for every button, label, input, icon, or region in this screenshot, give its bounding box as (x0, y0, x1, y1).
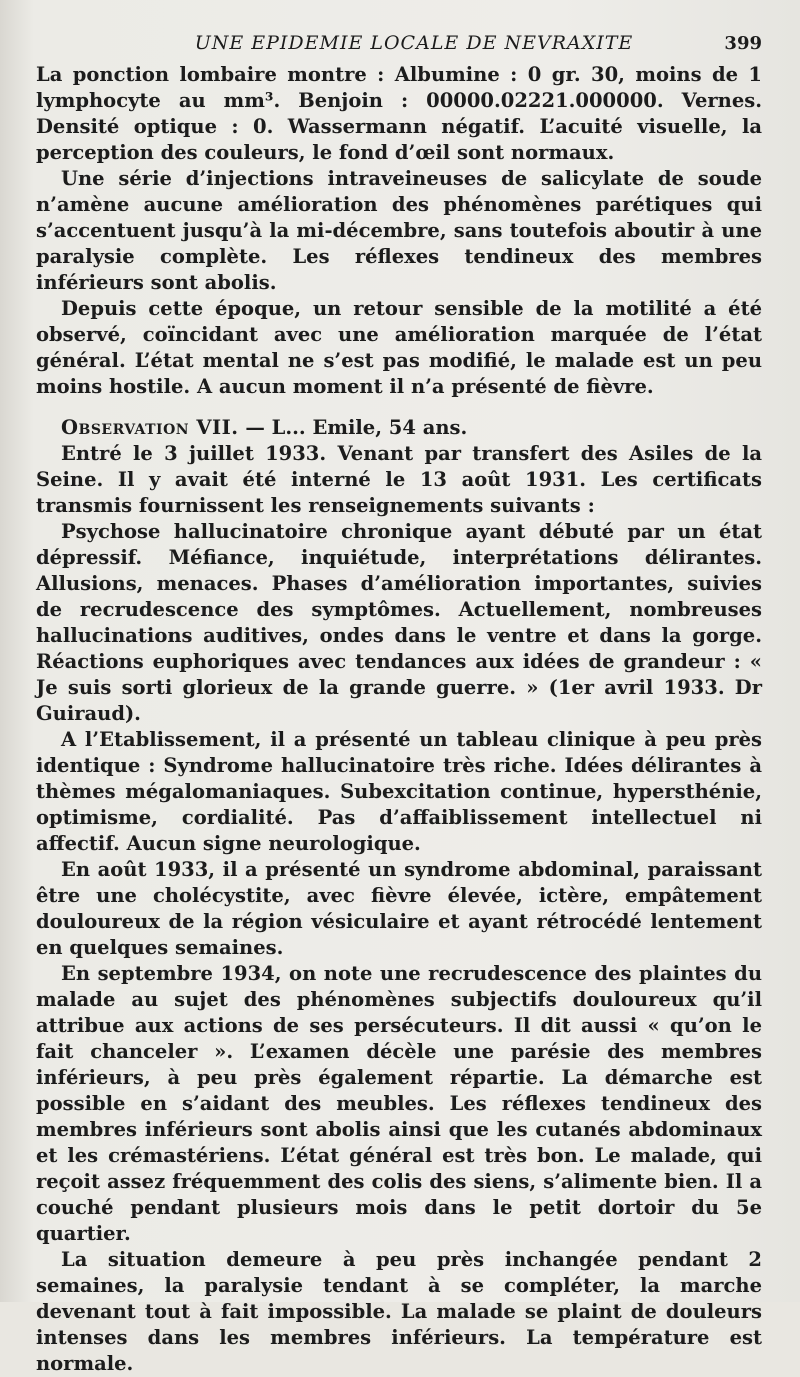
paragraph: Depuis cette époque, un retour sensible de la motilité a été observé, coïncidant avec une amélioration marquée de l’état général. L’état mental ne s’est pas modifié, le malade est un peu moins hostile. A aucun moment il n’a présenté de fièvre. (36, 297, 762, 398)
page-number: 399 (724, 33, 762, 54)
paragraph: En août 1933, il a présenté un syndrome abdominal, paraissant être une cholécystite, avec fièvre élevée, ictère, empâtement douloureux de la région vésiculaire et ayant rétrocédé lentement en quelques semaines. (36, 858, 762, 959)
paragraph: Une série d’injections intraveineuses de salicylate de soude n’amène aucune amélioration des phénomènes parétiques qui s’accentuent jusqu’à la mi-décembre, sans toutefois aboutir à une paralysie complète. Les réflexes tendineux des membres inférieurs sont abolis. (36, 167, 762, 294)
observation-label: Observation VII. (61, 416, 239, 439)
observation-heading (36, 415, 762, 441)
page-header (36, 0, 762, 62)
paragraph: Entré le 3 juillet 1933. Venant par transfert des Asiles de la Seine. Il y avait été interné le 13 août 1931. Les certificats transmis fournissent les renseignements suivants : (36, 442, 762, 517)
running-title: UNE EPIDEMIE LOCALE DE NEVRAXITE (194, 32, 634, 54)
observation-title: — L... Emile, 54 ans. (238, 416, 468, 439)
paragraph: La situation demeure à peu près inchangée pendant 2 semaines, la paralysie tendant à se compléter, la marche devenant tout à fait impossible. La malade se plaint de douleurs intenses dans les membres inférieurs. La température est normale. (36, 1248, 762, 1375)
paragraph: Psychose hallucinatoire chronique ayant débuté par un état dépressif. Méfiance, inquiétude, interprétations délirantes. Allusions, menaces. Phases d’amélioration importantes, suivies de recrudescence des symptômes. Actuellement, nombreuses hallucinations auditives, ondes dans le ventre et dans la gorge. Réactions euphoriques avec tendances aux idées de grandeur : « Je suis sorti glorieux de la grande guerre. » (1er avril 1933. Dr Guiraud). (36, 520, 762, 725)
page-body (36, 62, 762, 1377)
paragraph: En septembre 1934, on note une recrudescence des plaintes du malade au sujet des phénomènes subjectifs douloureux qu’il attribue aux actions de ses persécuteurs. Il dit aussi « qu’on le fait chanceler ». L’examen décèle une parésie des membres inférieurs, à peu près également répartie. La démarche est possible en s’aidant des meubles. Les réflexes tendineux des membres inférieurs sont abolis ainsi que les cutanés abdominaux et les crémastériens. L’état général est très bon. Le malade, qui reçoit assez fréquemment des colis des siens, s’alimente bien. Il a couché pendant plusieurs mois dans le petit dortoir du 5e quartier. (36, 962, 762, 1245)
paragraph: La ponction lombaire montre : Albumine : 0 gr. 30, moins de 1 lymphocyte au mm³. Benjoin : 00000.02221.000000. Vernes. Densité optique : 0. Wassermann négatif. L’acuité visuelle, la perception des couleurs, le fond d’œil sont normaux. (36, 63, 762, 164)
paragraph: A l’Etablissement, il a présenté un tableau clinique à peu près identique : Syndrome hallucinatoire très riche. Idées délirantes à thèmes mégalomaniaques. Subexcitation continue, hypersthénie, optimisme, cordialité. Pas d’affaiblissement intellectuel ni affectif. Aucun signe neurologique. (36, 728, 762, 855)
